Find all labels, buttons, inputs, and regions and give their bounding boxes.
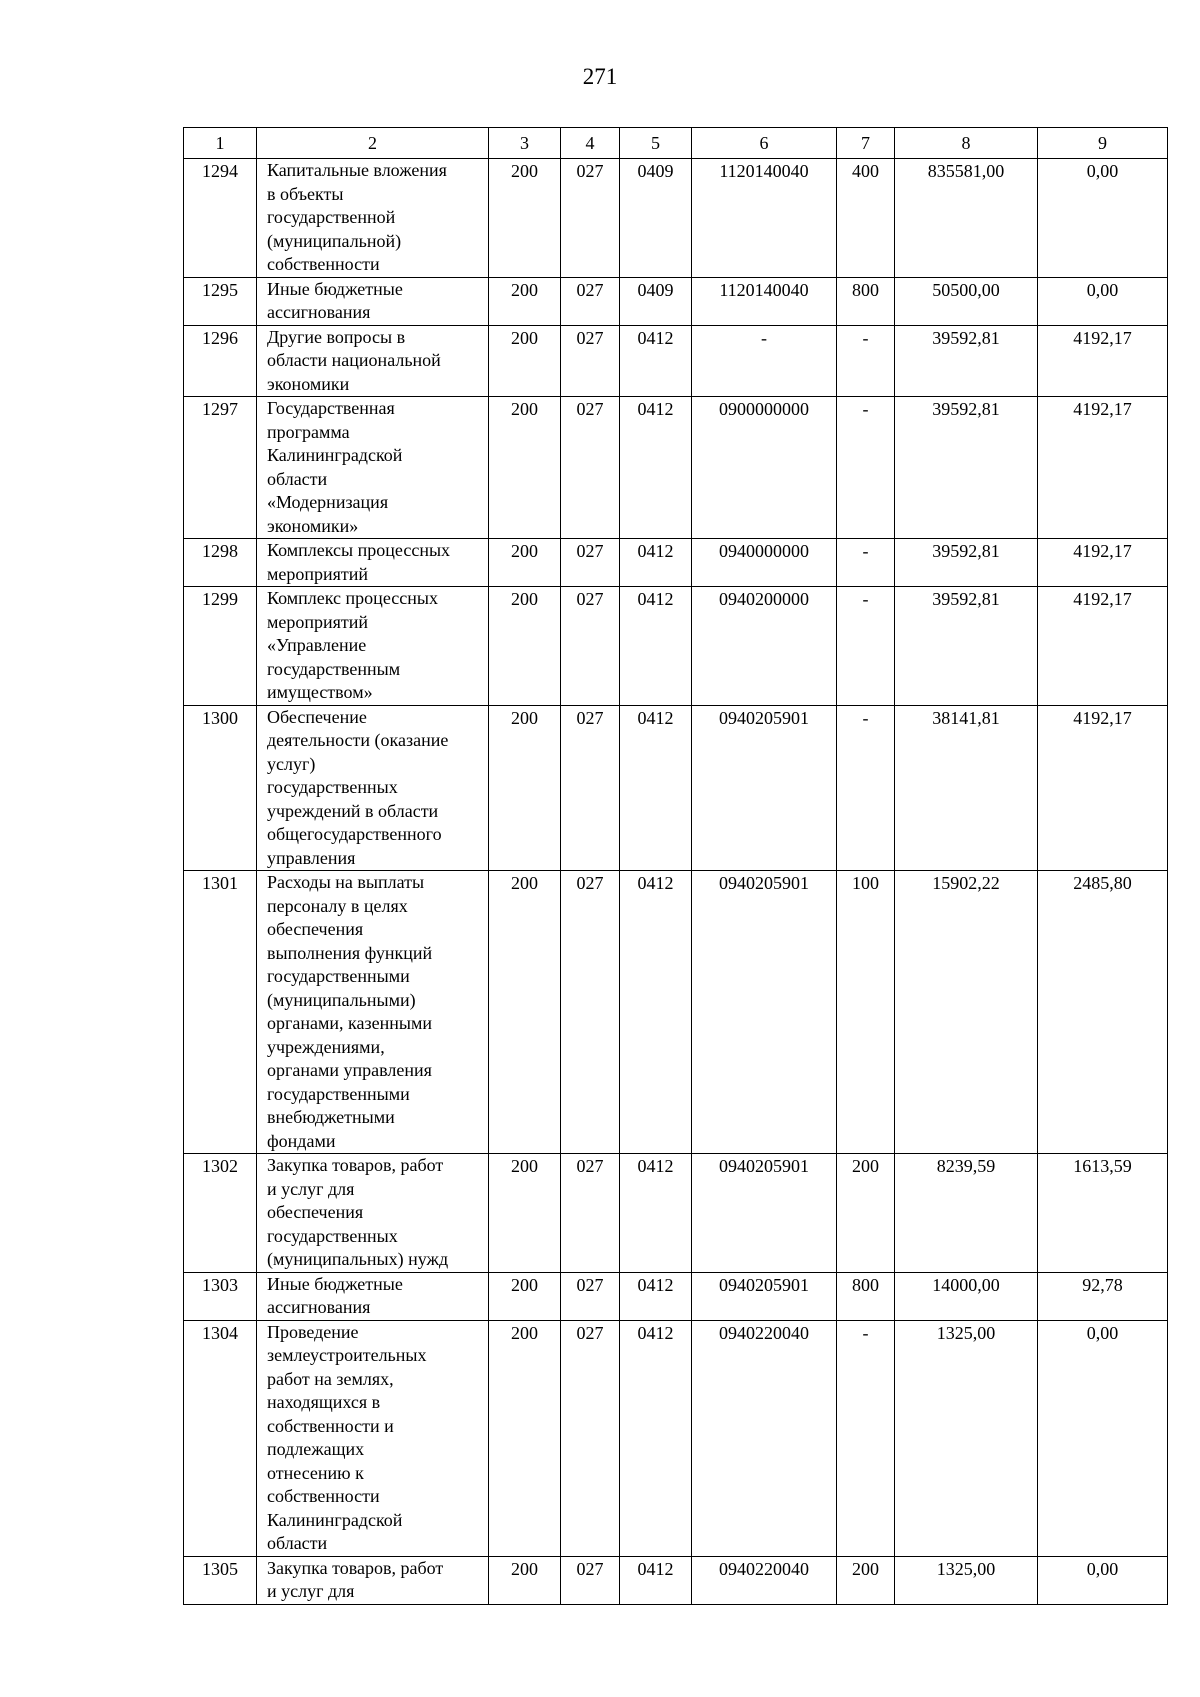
item-name-line: собственности и [267, 1415, 394, 1436]
item-name-line: экономики» [267, 515, 359, 536]
item-name-line: (муниципальных) нужд [267, 1249, 449, 1269]
header-cell: 9 [1038, 128, 1168, 159]
ministry-cell: 027 [561, 1154, 620, 1273]
item-name-line: Комплексы процессных [267, 540, 451, 560]
item-name-line: находящихся в [267, 1392, 381, 1412]
header-row [184, 128, 1168, 159]
budget-table [183, 127, 1168, 1605]
header-cell: 3 [489, 128, 561, 159]
item-name-line: государственной [267, 207, 396, 227]
row-number-cell: 1299 [184, 587, 257, 706]
code-cell: 200 [489, 277, 561, 325]
code-cell: 200 [489, 397, 561, 539]
code-cell: 200 [489, 159, 561, 278]
item-name-line: области национальной [267, 350, 441, 370]
table-row [184, 159, 1168, 278]
item-name-line: землеустроительных [267, 1345, 427, 1365]
item-name-line: Закупка товаров, работ [267, 1155, 444, 1175]
code-cell: 200 [489, 1154, 561, 1273]
row-number-cell: 1305 [184, 1556, 257, 1604]
target-article-cell: 1120140040 [692, 159, 837, 278]
item-name-line: Иные бюджетные [267, 1273, 403, 1294]
amount-cell: 2485,80 [1038, 871, 1168, 1154]
item-name-line: (муниципальными) [267, 989, 416, 1010]
item-name-line: программа [267, 421, 350, 442]
item-name-cell [257, 587, 489, 706]
item-name-cell [257, 277, 489, 325]
item-name-line: ассигнования [267, 302, 371, 322]
table-row [184, 539, 1168, 587]
amount-cell: 39592,81 [895, 539, 1038, 587]
amount-cell: 14000,00 [895, 1272, 1038, 1320]
item-name-line: Государственная [267, 398, 395, 418]
item-name-line: государственных [267, 777, 398, 797]
target-article-cell: 0940220040 [692, 1556, 837, 1604]
row-number-cell: 1298 [184, 539, 257, 587]
expense-type-cell: 800 [837, 277, 895, 325]
expense-type-cell: - [837, 325, 895, 397]
target-article-cell: 0900000000 [692, 397, 837, 539]
amount-cell: 4192,17 [1038, 705, 1168, 871]
code-cell: 200 [489, 1320, 561, 1556]
item-name-line: государственными [267, 1083, 410, 1104]
section-cell: 0412 [620, 1556, 692, 1604]
ministry-cell: 027 [561, 1556, 620, 1604]
item-name-line: Обеспечение [267, 706, 367, 727]
amount-cell: 835581,00 [895, 159, 1038, 278]
amount-cell: 50500,00 [895, 277, 1038, 325]
item-name-line: обеспечения [267, 1202, 364, 1222]
amount-cell: 4192,17 [1038, 587, 1168, 706]
item-name-line: Расходы на выплаты [267, 872, 425, 892]
item-name-line: государственными [267, 966, 410, 986]
amount-cell: 4192,17 [1038, 539, 1168, 587]
row-number-cell: 1294 [184, 159, 257, 278]
amount-cell: 0,00 [1038, 1320, 1168, 1556]
ministry-cell: 027 [561, 397, 620, 539]
ministry-cell: 027 [561, 277, 620, 325]
ministry-cell: 027 [561, 871, 620, 1154]
item-name-line: деятельности (оказание [267, 730, 449, 750]
target-article-cell: 0940220040 [692, 1320, 837, 1556]
section-cell: 0412 [620, 1154, 692, 1273]
item-name-line: собственности [267, 254, 380, 274]
ministry-cell: 027 [561, 1320, 620, 1556]
expense-type-cell: - [837, 705, 895, 871]
item-name-line: Комплекс процессных [267, 588, 438, 608]
item-name-line: внебюджетными [267, 1107, 395, 1127]
expense-type-cell: 400 [837, 159, 895, 278]
item-name-cell [257, 1556, 489, 1604]
header-cell: 4 [561, 128, 620, 159]
code-cell: 200 [489, 705, 561, 871]
target-article-cell: - [692, 325, 837, 397]
item-name-line: услуг) [267, 753, 316, 774]
amount-cell: 39592,81 [895, 587, 1038, 706]
amount-cell: 39592,81 [895, 325, 1038, 397]
amount-cell: 1325,00 [895, 1320, 1038, 1556]
item-name-cell [257, 871, 489, 1154]
target-article-cell: 0940200000 [692, 587, 837, 706]
code-cell: 200 [489, 871, 561, 1154]
item-name-cell [257, 397, 489, 539]
item-name-line: общегосударственного [267, 824, 442, 844]
item-name-line: подлежащих [267, 1439, 365, 1459]
item-name-cell [257, 325, 489, 397]
item-name-cell [257, 539, 489, 587]
target-article-cell: 0940205901 [692, 1272, 837, 1320]
amount-cell: 1325,00 [895, 1556, 1038, 1604]
table-row [184, 871, 1168, 1154]
section-cell: 0409 [620, 277, 692, 325]
row-number-cell: 1300 [184, 705, 257, 871]
item-name-line: в объекты [267, 183, 344, 204]
item-name-line: мероприятий [267, 611, 369, 632]
amount-cell: 1613,59 [1038, 1154, 1168, 1273]
expense-type-cell: 800 [837, 1272, 895, 1320]
expense-type-cell: - [837, 587, 895, 706]
ministry-cell: 027 [561, 159, 620, 278]
item-name-line: мероприятий [267, 563, 369, 584]
code-cell: 200 [489, 1272, 561, 1320]
amount-cell: 4192,17 [1038, 397, 1168, 539]
item-name-line: работ на землях, [267, 1368, 394, 1389]
code-cell: 200 [489, 587, 561, 706]
amount-cell: 0,00 [1038, 1556, 1168, 1604]
item-name-line: государственных [267, 1225, 398, 1246]
item-name-line: выполнения функций [267, 942, 433, 963]
item-name-line: управления [267, 847, 356, 868]
amount-cell: 0,00 [1038, 159, 1168, 278]
item-name-line: обеспечения [267, 919, 364, 939]
section-cell: 0409 [620, 159, 692, 278]
expense-type-cell: 200 [837, 1556, 895, 1604]
item-name-line: Закупка товаров, работ [267, 1557, 444, 1578]
amount-cell: 0,00 [1038, 277, 1168, 325]
amount-cell: 38141,81 [895, 705, 1038, 871]
target-article-cell: 1120140040 [692, 277, 837, 325]
item-name-line: экономики [267, 373, 350, 394]
amount-cell: 92,78 [1038, 1272, 1168, 1320]
code-cell: 200 [489, 325, 561, 397]
item-name-line: и услуг для [267, 1178, 355, 1199]
section-cell: 0412 [620, 587, 692, 706]
item-name-line: области [267, 1533, 328, 1553]
page-number: 271 [582, 64, 618, 89]
section-cell: 0412 [620, 325, 692, 397]
item-name-line: Другие вопросы в [267, 326, 406, 347]
item-name-line: органами управления [267, 1060, 432, 1080]
row-number-cell: 1296 [184, 325, 257, 397]
item-name-line: Калининградской [267, 1509, 403, 1530]
ministry-cell: 027 [561, 1272, 620, 1320]
code-cell: 200 [489, 539, 561, 587]
row-number-cell: 1295 [184, 277, 257, 325]
section-cell: 0412 [620, 871, 692, 1154]
item-name-cell [257, 1272, 489, 1320]
amount-cell: 4192,17 [1038, 325, 1168, 397]
amount-cell: 15902,22 [895, 871, 1038, 1154]
item-name-line: Капитальные вложения [267, 160, 447, 180]
table-row [184, 277, 1168, 325]
item-name-line: отнесению к [267, 1462, 364, 1483]
item-name-cell [257, 1154, 489, 1273]
item-name-line: Калининградской [267, 445, 403, 465]
item-name-cell [257, 705, 489, 871]
item-name-line: Иные бюджетные [267, 278, 403, 299]
item-name-line: органами, казенными [267, 1013, 432, 1033]
header-cell: 6 [692, 128, 837, 159]
row-number-cell: 1304 [184, 1320, 257, 1556]
table-row [184, 1556, 1168, 1604]
item-name-line: (муниципальной) [267, 230, 402, 251]
section-cell: 0412 [620, 1272, 692, 1320]
row-number-cell: 1303 [184, 1272, 257, 1320]
target-article-cell: 0940205901 [692, 705, 837, 871]
table-row [184, 325, 1168, 397]
expense-type-cell: - [837, 397, 895, 539]
row-number-cell: 1297 [184, 397, 257, 539]
item-name-line: «Управление [267, 635, 367, 655]
item-name-cell [257, 1320, 489, 1556]
table-row [184, 397, 1168, 539]
header-cell: 8 [895, 128, 1038, 159]
expense-type-cell: - [837, 539, 895, 587]
ministry-cell: 027 [561, 705, 620, 871]
section-cell: 0412 [620, 397, 692, 539]
amount-cell: 8239,59 [895, 1154, 1038, 1273]
table-row [184, 1272, 1168, 1320]
item-name-line: государственным [267, 658, 401, 679]
section-cell: 0412 [620, 539, 692, 587]
target-article-cell: 0940205901 [692, 1154, 837, 1273]
item-name-line: фондами [267, 1130, 336, 1151]
expense-type-cell: 100 [837, 871, 895, 1154]
item-name-line: учреждениями, [267, 1036, 385, 1057]
item-name-line: и услуг для [267, 1581, 355, 1601]
item-name-cell [257, 159, 489, 278]
item-name-line: ассигнования [267, 1297, 371, 1317]
table-row [184, 1154, 1168, 1273]
item-name-line: собственности [267, 1486, 380, 1506]
header-cell: 1 [184, 128, 257, 159]
row-number-cell: 1301 [184, 871, 257, 1154]
header-cell: 5 [620, 128, 692, 159]
table-row [184, 587, 1168, 706]
section-cell: 0412 [620, 705, 692, 871]
item-name-line: имуществом» [267, 682, 373, 702]
item-name-line: Проведение [267, 1321, 359, 1342]
ministry-cell: 027 [561, 539, 620, 587]
code-cell: 200 [489, 1556, 561, 1604]
table-row [184, 1320, 1168, 1556]
table-row [184, 705, 1168, 871]
table-body [184, 159, 1168, 1605]
ministry-cell: 027 [561, 587, 620, 706]
target-article-cell: 0940205901 [692, 871, 837, 1154]
item-name-line: учреждений в области [267, 800, 439, 821]
section-cell: 0412 [620, 1320, 692, 1556]
expense-type-cell: 200 [837, 1154, 895, 1273]
target-article-cell: 0940000000 [692, 539, 837, 587]
item-name-line: персоналу в целях [267, 895, 408, 916]
ministry-cell: 027 [561, 325, 620, 397]
header-cell: 7 [837, 128, 895, 159]
item-name-line: области [267, 468, 328, 489]
item-name-line: «Модернизация [267, 492, 389, 512]
row-number-cell: 1302 [184, 1154, 257, 1273]
expense-type-cell: - [837, 1320, 895, 1556]
header-cell: 2 [257, 128, 489, 159]
amount-cell: 39592,81 [895, 397, 1038, 539]
